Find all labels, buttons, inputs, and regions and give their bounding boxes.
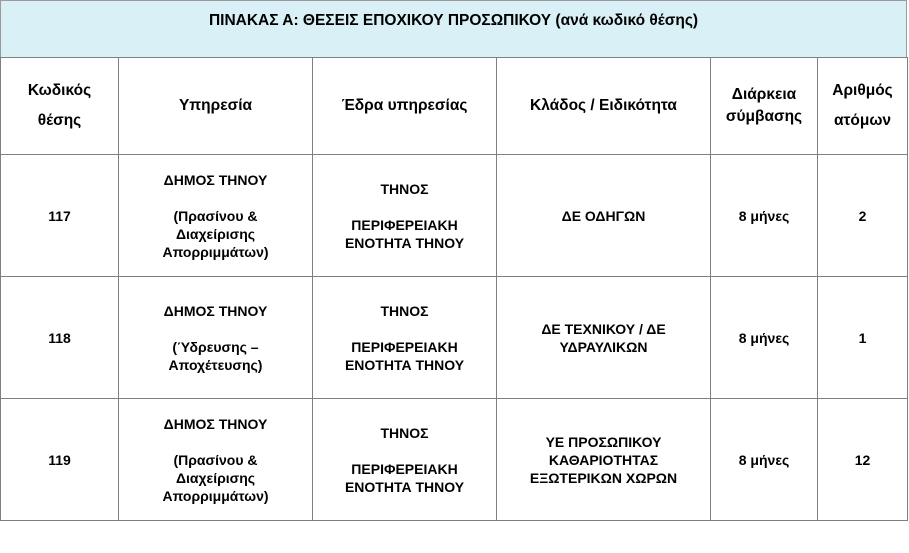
cell-duration: 8 μήνες — [711, 155, 818, 277]
seat-unit-line: ΕΝΟΤΗΤΑ ΤΗΝΟΥ — [344, 356, 465, 373]
cell-branch — [497, 277, 711, 399]
cell-branch — [497, 399, 711, 521]
branch-line: ΔΕ ΤΕΧΝΙΚΟΥ / ΔΕ — [541, 320, 666, 337]
branch-line: ΚΑΘΑΡΙΟΤΗΤΑΣ — [548, 451, 659, 468]
cell-count: 12 — [818, 399, 908, 521]
header-code-line2: θέσης — [37, 112, 82, 129]
branch-line: ΔΕ ΟΔΗΓΩΝ — [561, 207, 646, 224]
service-dept-line: Απορριμμάτων) — [162, 487, 269, 504]
table-row — [1, 155, 908, 277]
table-row — [1, 399, 908, 521]
service-dept-line: Αποχέτευσης) — [168, 356, 263, 373]
header-code — [1, 58, 119, 155]
cell-service — [119, 155, 313, 277]
service-dept-line: (Πρασίνου & — [173, 451, 258, 468]
branch-line: ΥΕ ΠΡΟΣΩΠΙΚΟΥ — [545, 433, 662, 450]
branch-line: ΕΞΩΤΕΡΙΚΩΝ ΧΩΡΩΝ — [529, 469, 678, 486]
service-dept-line: Απορριμμάτων) — [162, 243, 269, 260]
service-dept-line: Διαχείρισης — [175, 225, 256, 242]
seat-unit-line: ΕΝΟΤΗΤΑ ΤΗΝΟΥ — [344, 478, 465, 495]
header-branch: Κλάδος / Ειδικότητα — [497, 58, 711, 155]
service-name: ΔΗΜΟΣ ΤΗΝΟΥ — [163, 302, 268, 319]
seat-unit-line: ΠΕΡΙΦΕΡΕΙΑΚΗ — [351, 460, 458, 477]
header-service: Υπηρεσία — [119, 58, 313, 155]
service-dept-line: (Ύδρευσης – — [172, 338, 259, 355]
seat-city: ΤΗΝΟΣ — [380, 180, 429, 197]
header-count-line2: ατόμων — [833, 112, 892, 129]
cell-duration: 8 μήνες — [711, 399, 818, 521]
cell-duration: 8 μήνες — [711, 277, 818, 399]
table-title — [0, 0, 907, 58]
cell-service — [119, 277, 313, 399]
seat-city: ΤΗΝΟΣ — [380, 302, 429, 319]
header-duration-line2: σύμβασης — [725, 108, 803, 125]
service-name: ΔΗΜΟΣ ΤΗΝΟΥ — [163, 171, 268, 188]
header-count — [818, 58, 908, 155]
cell-code: 117 — [1, 155, 119, 277]
positions-table — [0, 57, 908, 521]
cell-code: 119 — [1, 399, 119, 521]
cell-code: 118 — [1, 277, 119, 399]
header-duration — [711, 58, 818, 155]
header-code-line1: Κωδικός — [27, 82, 92, 99]
service-dept-line: Διαχείρισης — [175, 469, 256, 486]
header-row — [1, 58, 908, 155]
cell-branch — [497, 155, 711, 277]
cell-seat — [313, 399, 497, 521]
cell-service — [119, 399, 313, 521]
cell-count: 2 — [818, 155, 908, 277]
service-name: ΔΗΜΟΣ ΤΗΝΟΥ — [163, 415, 268, 432]
seat-unit-line: ΠΕΡΙΦΕΡΕΙΑΚΗ — [351, 216, 458, 233]
table-title-text: ΠΙΝΑΚΑΣ Α: ΘΕΣΕΙΣ ΕΠΟΧΙΚΟΥ ΠΡΟΣΩΠΙΚΟΥ (ανά κωδικό θέσης) — [208, 12, 699, 29]
seat-unit-line: ΠΕΡΙΦΕΡΕΙΑΚΗ — [351, 338, 458, 355]
cell-count: 1 — [818, 277, 908, 399]
seat-unit-line: ΕΝΟΤΗΤΑ ΤΗΝΟΥ — [344, 234, 465, 251]
service-dept-line: (Πρασίνου & — [173, 207, 258, 224]
header-seat: Έδρα υπηρεσίας — [313, 58, 497, 155]
cell-seat — [313, 277, 497, 399]
cell-seat — [313, 155, 497, 277]
seat-city: ΤΗΝΟΣ — [380, 424, 429, 441]
branch-line: ΥΔΡΑΥΛΙΚΩΝ — [559, 338, 648, 355]
header-count-line1: Αριθμός — [832, 82, 893, 99]
header-duration-line1: Διάρκεια — [731, 86, 797, 103]
table-row — [1, 277, 908, 399]
